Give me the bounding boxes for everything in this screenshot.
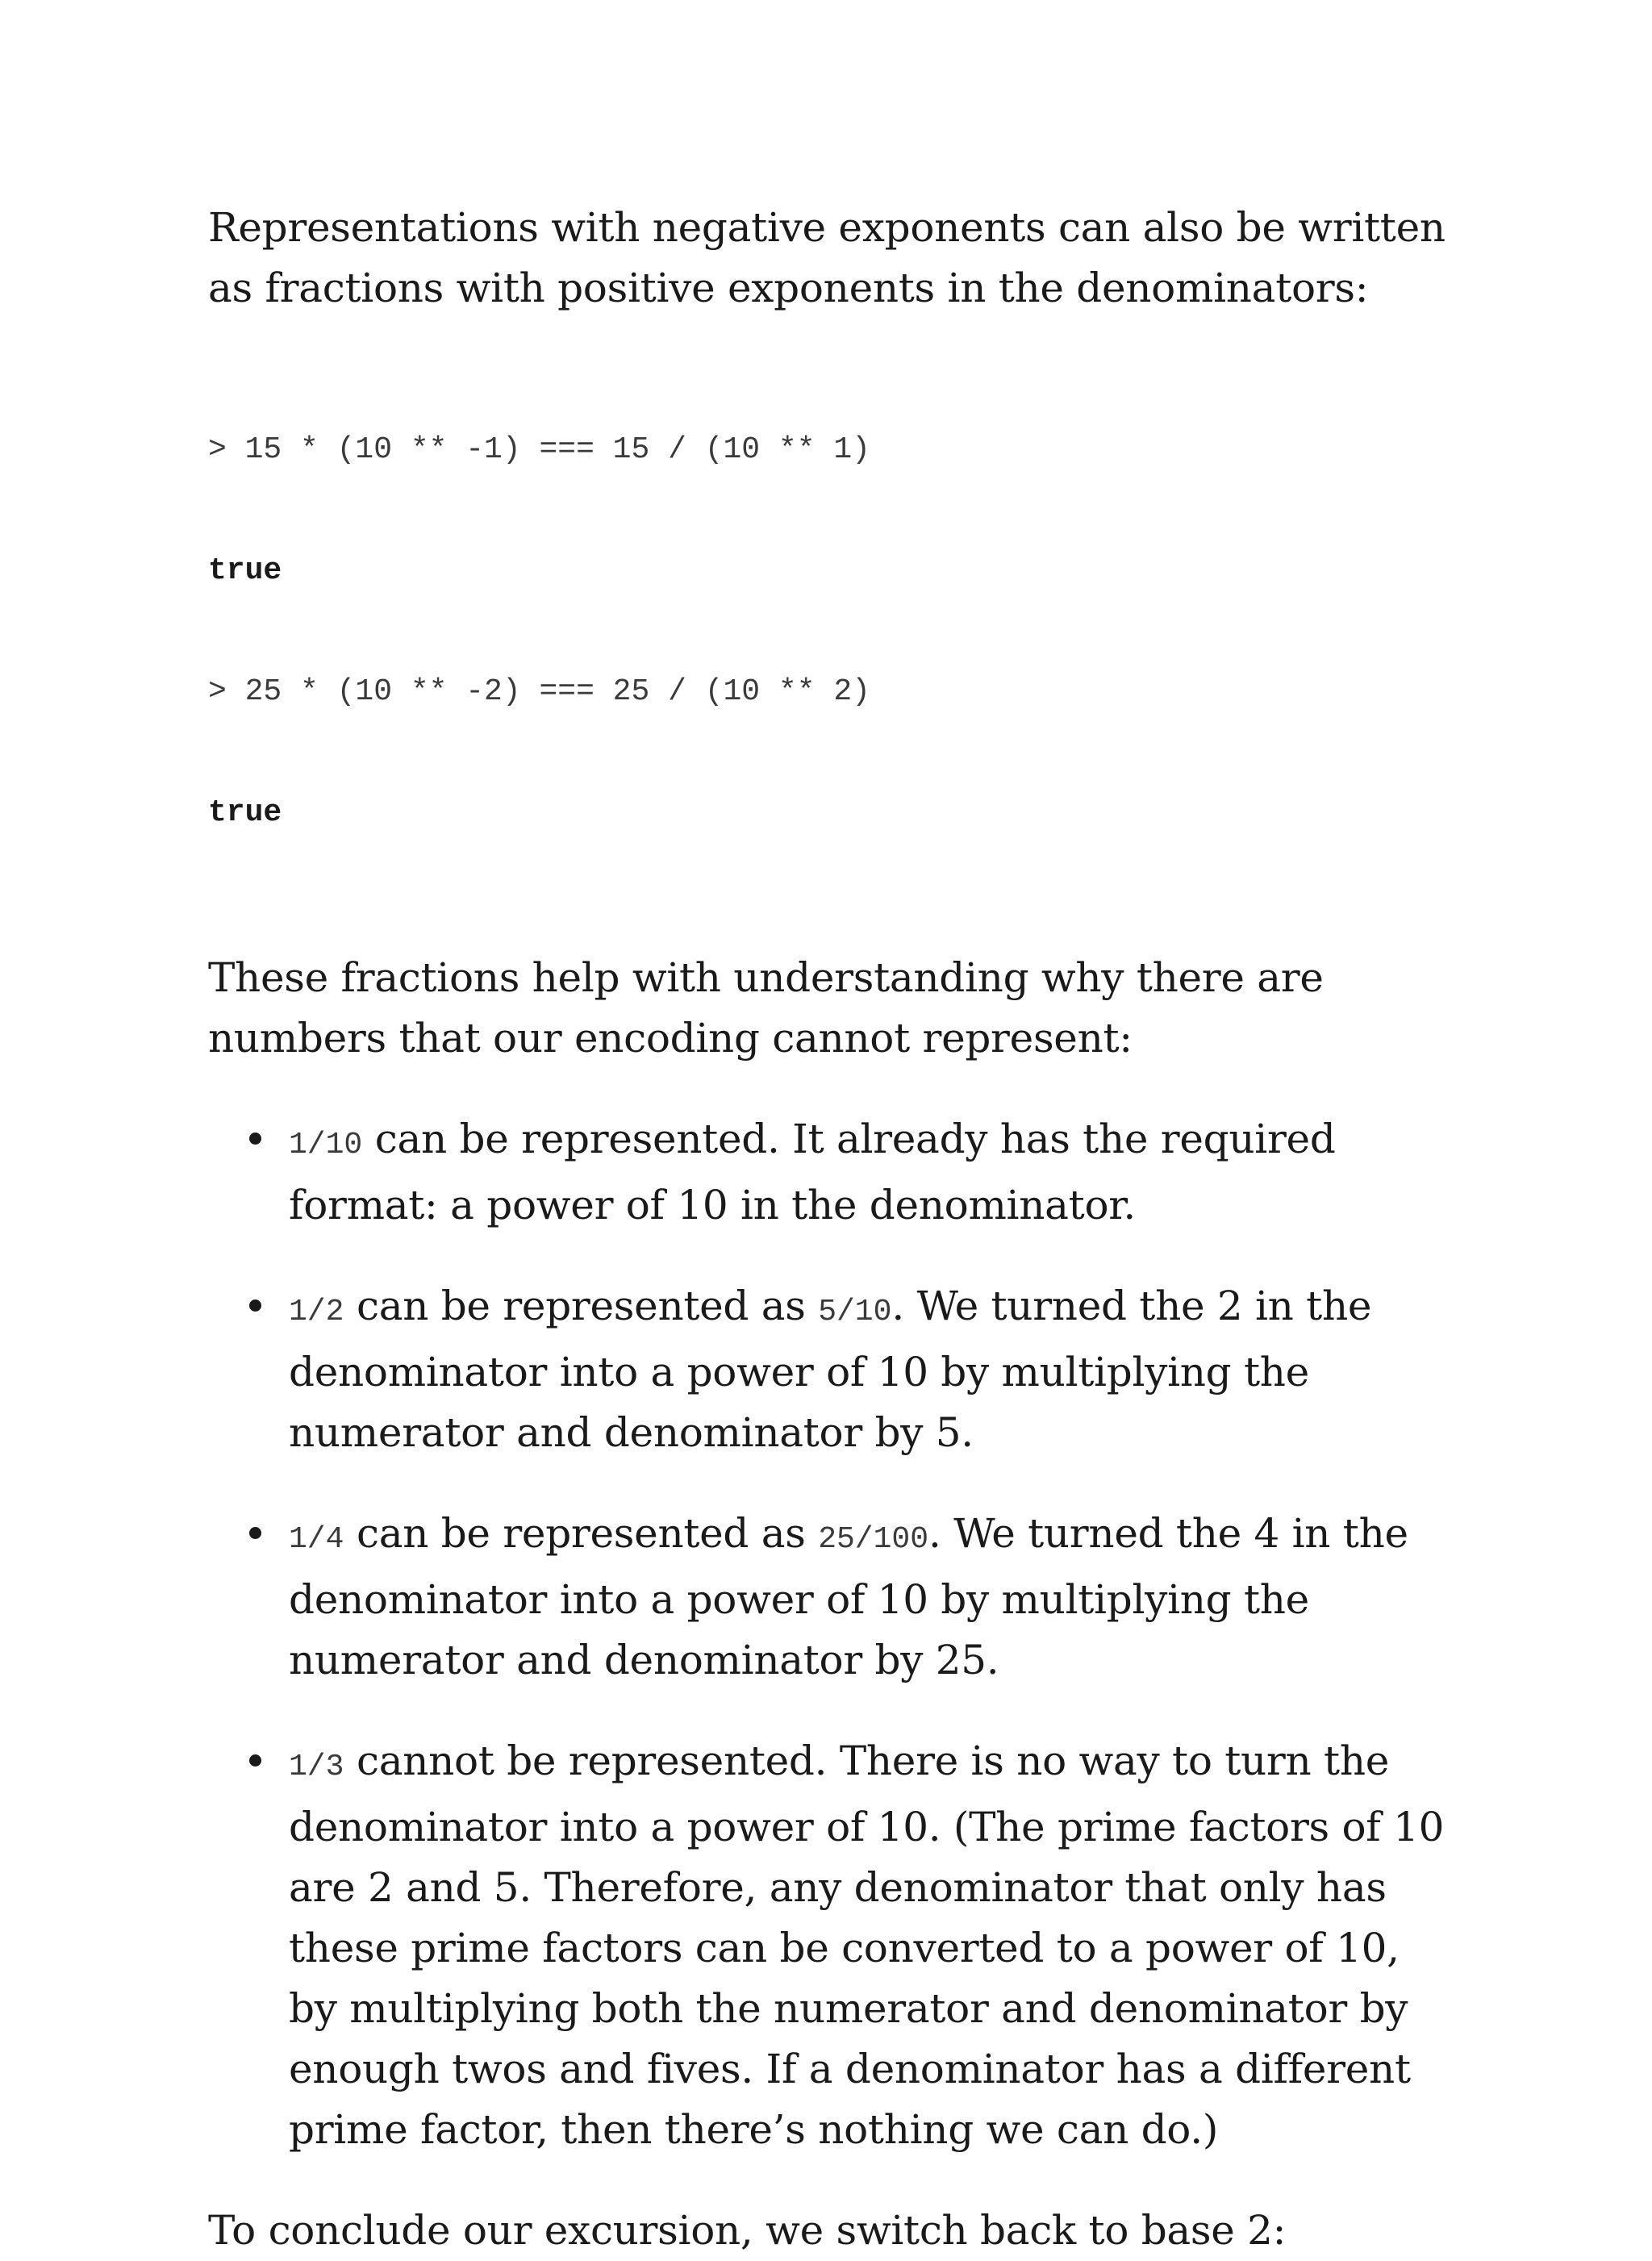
inline-code: 5/10 (818, 1295, 892, 1329)
explanation-paragraph: These fractions help with understanding why there are numbers that our encoding cannot represent: (208, 954, 1324, 1062)
list-item (208, 1276, 1450, 1463)
list-item-text: can be represented as (344, 1510, 819, 1557)
bullet-icon (249, 1133, 261, 1145)
inline-code: 25/100 (818, 1522, 929, 1557)
list-item-text: can be represented as (344, 1283, 819, 1329)
bullet-icon (249, 1299, 261, 1312)
list-item-text: can be represented. It already has the required format: a power of 10 in the denominator. (289, 1116, 1336, 1229)
bullet-icon (249, 1754, 261, 1767)
intro-paragraph: Representations with negative exponents can also be written as fractions with positive exponents in the denominators: (208, 204, 1446, 311)
code-result-line-2: true (208, 795, 282, 830)
inline-code: 1/4 (289, 1522, 344, 1557)
code-prompt-line-1: > 15 * (10 ** -1) === 15 / (10 ** 1) (208, 432, 870, 467)
list-item-text: . We turned the 4 in the denominator into a power of 10 by multiplying the numerator and denominator by 25. (289, 1510, 1408, 1683)
fraction-list (208, 1109, 1450, 2160)
list-item-text: . We turned the 2 in the denominator into a power of 10 by multiplying the numerator and denominator by 5. (289, 1283, 1372, 1456)
list-item-text: cannot be represented. There is no way to turn the denominator into a power of 10. (The prime factors of 10 are 2 and 5. Therefore, any denominator that only has these prime factors can be converted to a power of 10, by multiplying both the numerator and denominator by enough twos and fives. If a denominator has a different prime factor, then there’s nothing we can do.) (289, 1737, 1445, 2153)
list-item (208, 1504, 1450, 1691)
conclusion-paragraph: To conclude our excursion, we switch back to base 2: (208, 2207, 1287, 2254)
bullet-icon (249, 1527, 261, 1539)
document-page (208, 198, 1450, 2261)
inline-code: 1/10 (289, 1128, 363, 1162)
code-prompt-line-2: > 25 * (10 ** -2) === 25 / (10 ** 2) (208, 674, 870, 709)
inline-code: 1/3 (289, 1750, 344, 1784)
code-block (208, 349, 1450, 914)
inline-code: 1/2 (289, 1295, 344, 1329)
code-result-line-1: true (208, 553, 282, 588)
list-item (208, 1731, 1450, 2160)
list-item (208, 1109, 1450, 1236)
